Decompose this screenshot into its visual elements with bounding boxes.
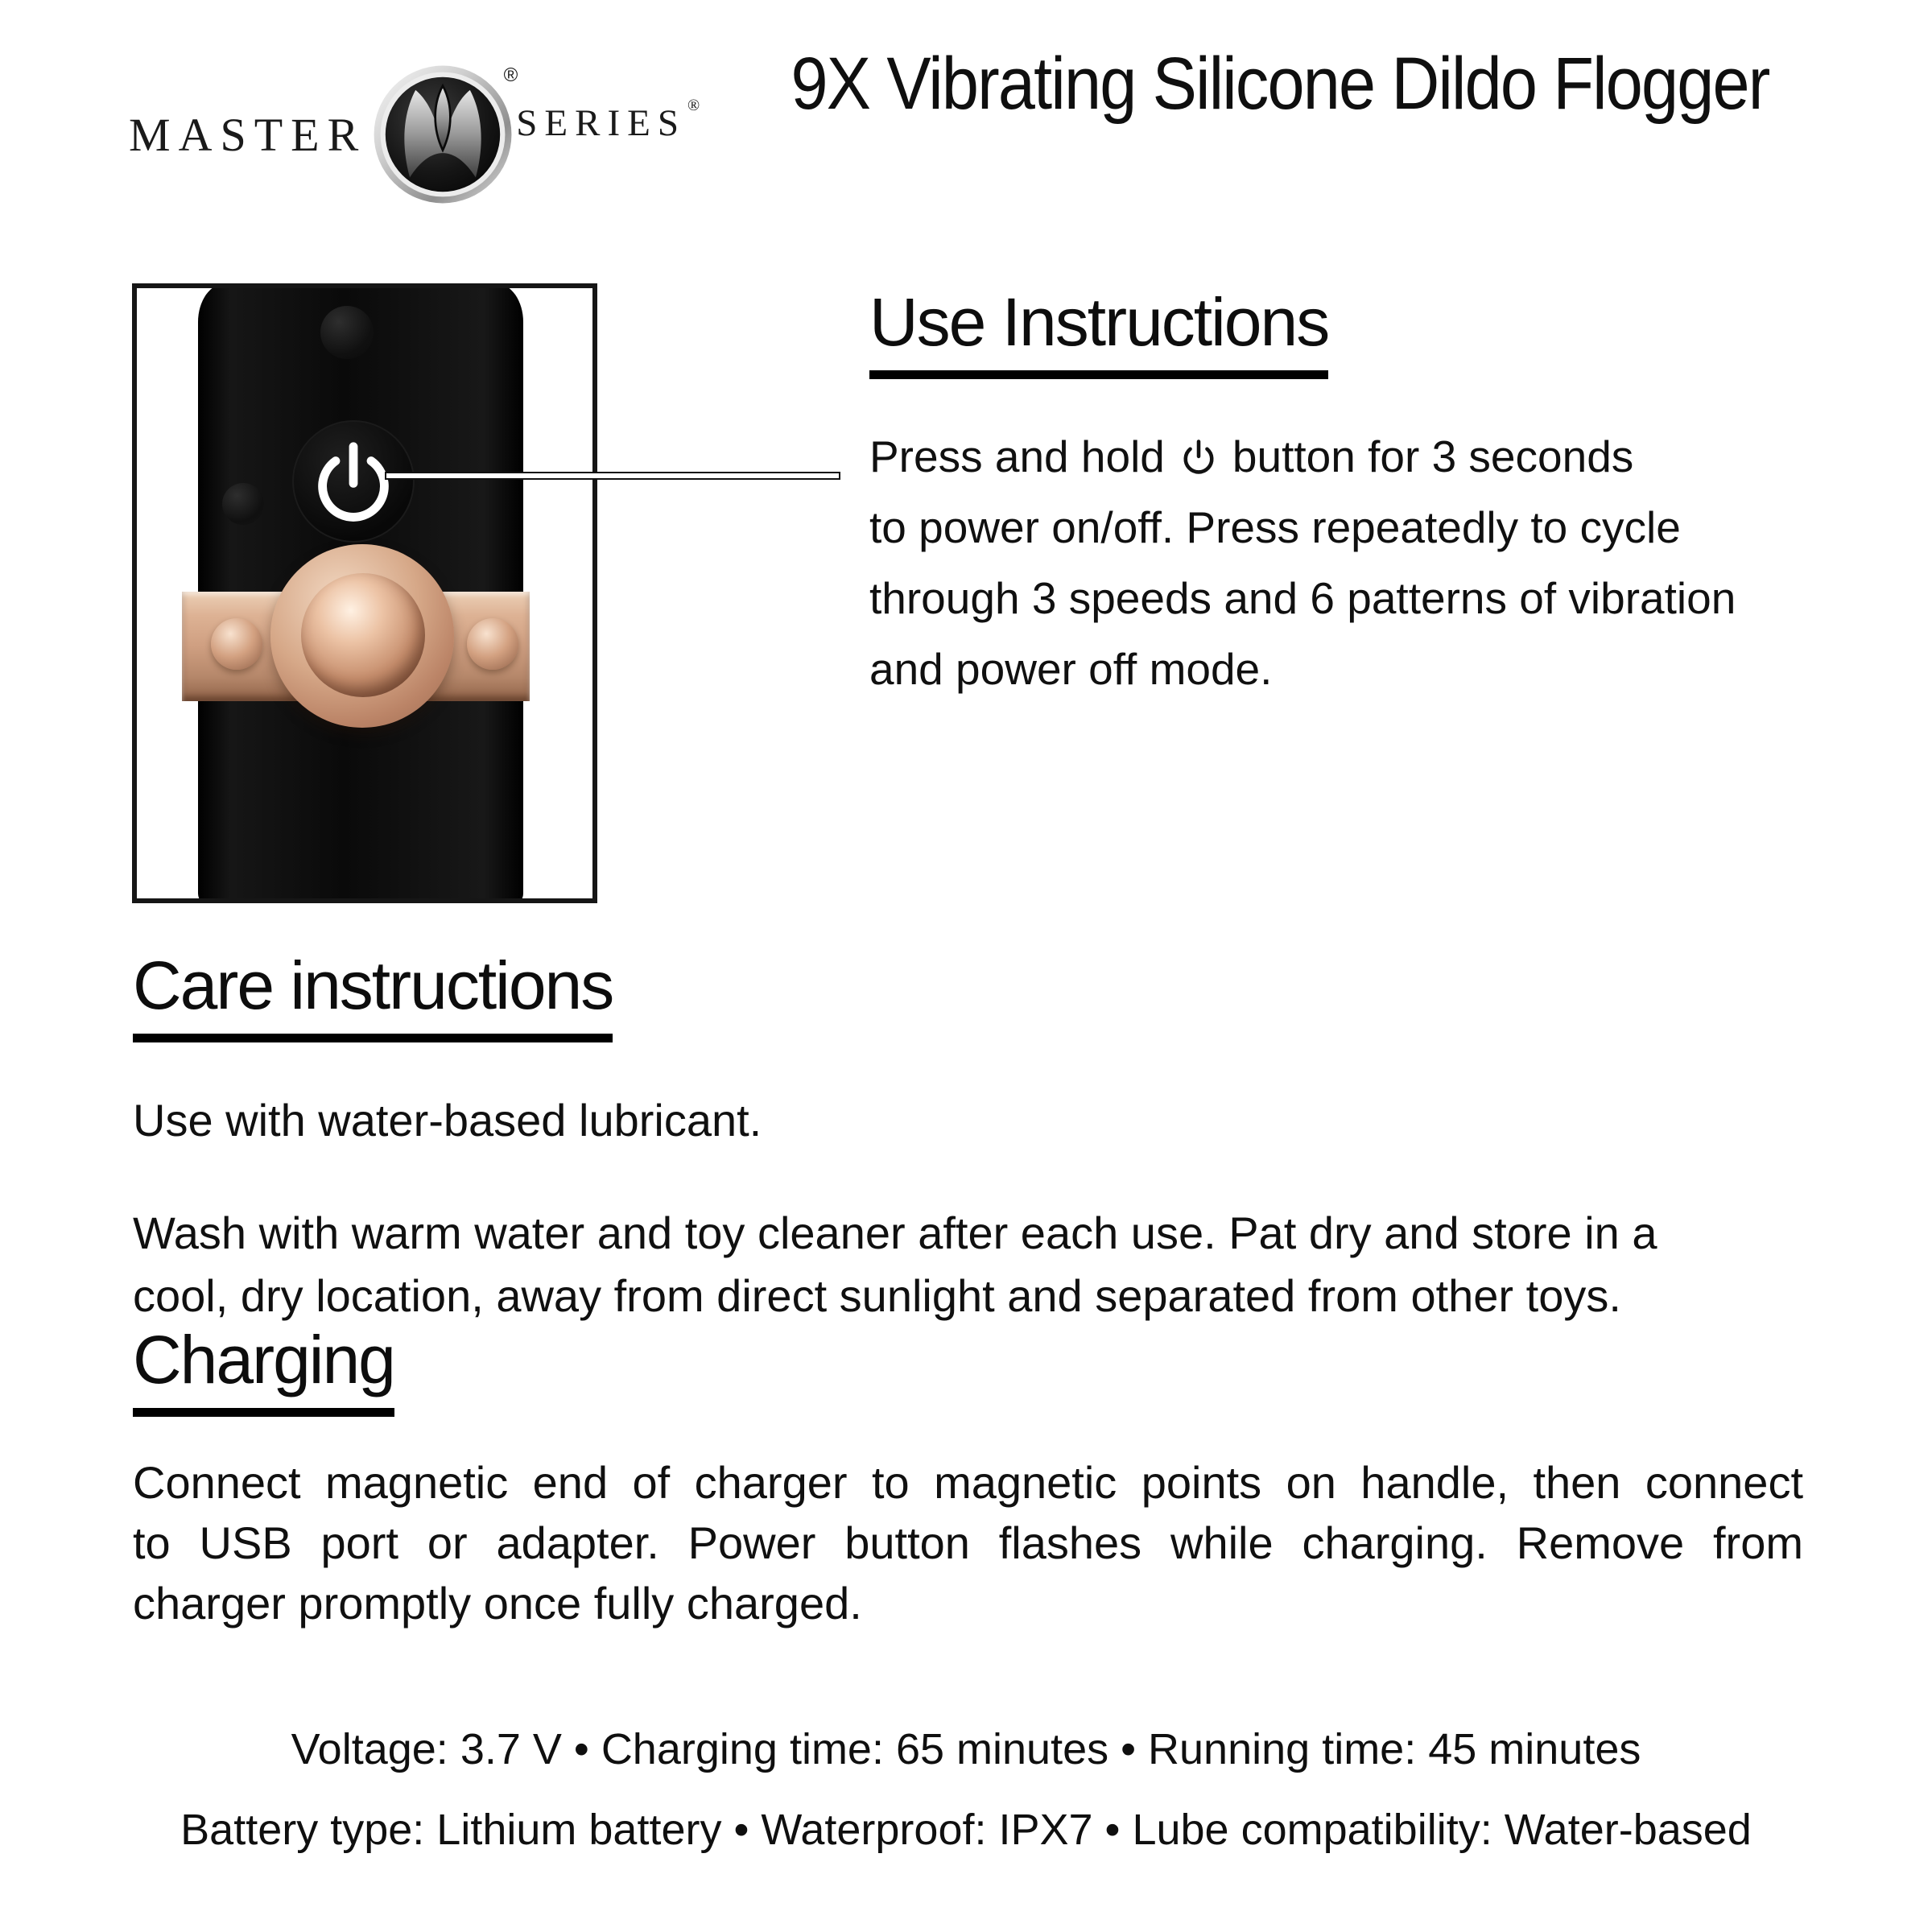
- text-before-power-icon: Press and hold: [869, 431, 1165, 482]
- m-emblem-icon: [371, 63, 514, 206]
- use-instructions-line: to power on/off. Press repeatedly to cycle: [869, 502, 1681, 553]
- brand-name-master: MASTER: [129, 108, 367, 161]
- handle-nub: [320, 306, 374, 359]
- use-instructions-section: [869, 284, 1924, 704]
- brand-logo: [129, 63, 707, 206]
- charging-line: charger promptly once fully charged.: [133, 1578, 862, 1629]
- care-paragraph-2: [133, 1202, 1803, 1327]
- callout-line: [385, 472, 840, 480]
- power-button: [292, 420, 415, 543]
- brand-name-series-text: SERIES: [516, 102, 686, 144]
- power-icon: [305, 433, 402, 530]
- care-instructions-section: [133, 947, 1803, 1327]
- band-stud: [211, 618, 262, 670]
- care-instructions-heading: Care instructions: [133, 950, 613, 1042]
- registered-mark: ®: [687, 97, 708, 114]
- specs-line-1: Voltage: 3.7 V • Charging time: 65 minutes • Running time: 45 minutes: [291, 1725, 1641, 1773]
- registered-mark: ®: [503, 64, 518, 86]
- care-paragraph-2-line: cool, dry location, away from direct sunlight and separated from other toys.: [133, 1270, 1621, 1322]
- product-photo: [132, 283, 597, 903]
- brand-m-emblem-icon: [371, 63, 518, 206]
- charging-heading: Charging: [133, 1324, 394, 1417]
- care-paragraph-2-line: Wash with warm water and toy cleaner after each use. Pat dry and store in a: [133, 1208, 1657, 1259]
- page-title: 9X Vibrating Silicone Dildo Flogger: [791, 43, 1769, 125]
- charging-line: to USB port or adapter. Power button flashes while charging. Remove from: [133, 1517, 1803, 1569]
- specs-line-2: Battery type: Lithium battery • Waterproof: IPX7 • Lube compatibility: Water-based: [180, 1806, 1752, 1854]
- use-instructions-line: through 3 speeds and 6 patterns of vibration: [869, 573, 1736, 624]
- care-paragraph-1: Use with water-based lubricant.: [133, 1095, 762, 1146]
- brand-name-series: [516, 97, 708, 145]
- charging-section: [133, 1324, 1803, 1633]
- use-instructions-heading: Use Instructions: [869, 287, 1328, 379]
- text-after-power-icon: button for 3 seconds: [1232, 431, 1634, 482]
- charging-body: [133, 1452, 1803, 1633]
- charging-line: Connect magnetic end of charger to magnetic points on handle, then connect: [133, 1457, 1803, 1509]
- use-instructions-line: and power off mode.: [869, 644, 1273, 695]
- use-instructions-body: [869, 421, 1924, 704]
- band-dome-stud: [301, 573, 425, 697]
- power-icon: [1178, 436, 1220, 478]
- use-instructions-line: [869, 421, 1924, 492]
- specs-footer: [0, 1724, 1932, 1855]
- band-stud: [467, 618, 518, 670]
- handle-nub: [222, 483, 264, 525]
